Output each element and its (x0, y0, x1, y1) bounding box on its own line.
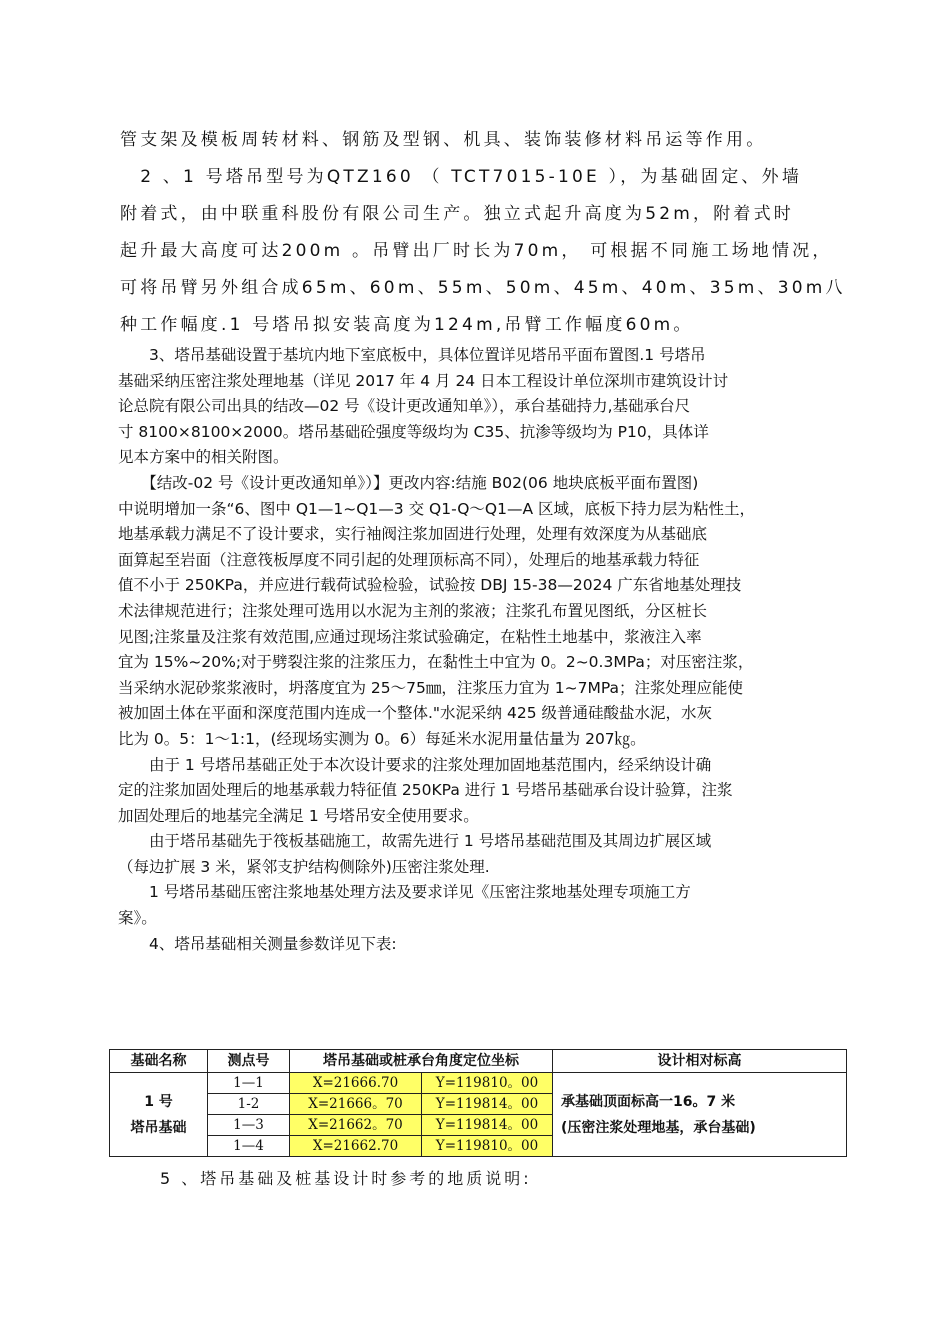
paragraph-tower-crane-model (120, 122, 860, 344)
point-cell: 1—4 (208, 1136, 290, 1157)
text-line: 寸 8100×8100×2000。塔吊基础砼强度等级均为 C35、抗渗等级均为 P10，具体详 (118, 422, 709, 441)
foundation-name-cell (110, 1073, 208, 1157)
text-line: 案》。 (118, 909, 157, 928)
text-line: 基础采纳压密注浆处理地基（详见 2017 年 4 月 24 日本工程设计单位深圳市建筑设计讨 (118, 371, 729, 390)
text-line: 1 号塔吊基础压密注浆地基处理方法及要求详见《压密注浆地基处理专项施工方 (118, 883, 691, 902)
text-line: 论总院有限公司出具的结改—02 号《设计更改通知单》），承台基础持力,基础承台尺 (118, 397, 691, 416)
point-cell: 1—1 (208, 1073, 290, 1094)
table-row (110, 1073, 847, 1094)
survey-parameter-table (109, 1049, 847, 1157)
foundation-name-line: 塔吊基础 (130, 1119, 187, 1136)
text-line: 2 、1 号塔吊型号为QTZ160 （ TCT7015-10E ），为基础固定、外墙 (120, 167, 803, 187)
text-line: 见图;注浆量及注浆有效范围,应通过现场注浆试验确定，在粘性土地基中，浆液注入率 (118, 627, 702, 646)
text-line: 面算起至岩面（注意筏板厚度不同引起的处理顶标高不同），处理后的地基承载力特征 (118, 550, 700, 569)
text-line: 起升最大高度可达200m 。吊臂出厂时长为70m， 可根据不同施工场地情况， (120, 241, 833, 261)
text-line: 【结改-02 号《设计更改通知单》）】更改内容:结施 B02(06 地块底板平面布置图) (118, 473, 699, 492)
text-line: 当采纳水泥砂浆浆液时，坍落度宜为 25～75㎜，注浆压力宜为 1~7MPa；注浆处理应能使 (118, 678, 744, 697)
text-line: 种工作幅度.1 号塔吊拟安装高度为124m,吊臂工作幅度60m。 (120, 315, 694, 335)
text-line: 见本方案中的相关附图。 (118, 448, 289, 467)
text-line: 可将吊臂另外组合成65m、60m、55m、50m、45m、40m、35m、30m八 (120, 278, 846, 298)
text-line: 附着式，由中联重科股份有限公司生产。独立式起升高度为52m，附着式时 (120, 204, 794, 224)
text-line: （每边扩展 3 米，紧邻支护结构侧除外)压密注浆处理. (118, 857, 490, 876)
section-heading-geology: 5 、塔吊基础及桩基设计时参考的地质说明: (160, 1169, 532, 1188)
text-line: 4、塔吊基础相关测量参数详见下表: (118, 934, 397, 953)
elevation-cell (553, 1073, 847, 1157)
header-foundation-name: 基础名称 (110, 1050, 208, 1073)
text-line: 3、塔吊基础设置于基坑内地下室底板中，具体位置详见塔吊平面布置图.1 号塔吊 (118, 346, 706, 364)
x-coordinate-cell: X=21666.70 (290, 1073, 422, 1094)
y-coordinate-cell: Y=119814。00 (422, 1094, 553, 1115)
table-header-row (110, 1050, 847, 1073)
text-line: 被加固土体在平面和深度范围内连成一个整体."水泥采纳 425 级普通硅酸盐水泥，水灰 (118, 704, 712, 723)
x-coordinate-cell: X=21662.70 (290, 1136, 422, 1157)
text-line: 宜为 15%~20%;对于劈裂注浆的注浆压力，在黏性土中宜为 0。2~0.3MPa；对压密注浆， (118, 653, 754, 672)
elevation-line: 承基础顶面标高一16。7 米 (561, 1093, 736, 1110)
elevation-line: (压密注浆处理地基，承台基础) (561, 1119, 756, 1136)
text-line: 中说明增加一条“6、图中 Q1—1~Q1—3 交 Q1-Q～Q1—A 区域，底板下持力层为粘性土， (118, 499, 756, 518)
text-line: 管支架及模板周转材料、钢筋及型钢、机具、装饰装修材料吊运等作用。 (120, 130, 767, 150)
text-line: 定的注浆加固处理后的地基承载力特征值 250KPa 进行 1 号塔吊基础承台设计验算，注浆 (118, 781, 733, 800)
header-elevation: 设计相对标高 (553, 1050, 847, 1073)
foundation-name-line: 1 号 (144, 1093, 173, 1110)
y-coordinate-cell: Y=119810。00 (422, 1136, 553, 1157)
point-cell: 1-2 (208, 1094, 290, 1115)
text-line: 比为 0。5：1～1:1，(经现场实测为 0。6）每延米水泥用量估量为 207㎏。 (118, 729, 646, 748)
point-cell: 1—3 (208, 1115, 290, 1136)
text-line: 加固处理后的地基完全满足 1 号塔吊安全使用要求。 (118, 806, 479, 825)
text-line: 由于塔吊基础先于筏板基础施工，故需先进行 1 号塔吊基础范围及其周边扩展区域 (118, 832, 712, 851)
text-line: 地基承载力满足不了设计要求，实行袖阀注浆加固进行处理，处理有效深度为从基础底 (118, 525, 708, 544)
text-line: 术法律规范进行；注浆处理可选用以水泥为主剂的浆液；注浆孔布置见图纸，分区桩长 (118, 601, 708, 620)
x-coordinate-cell: X=21666。70 (290, 1094, 422, 1115)
header-coordinates: 塔吊基础或桩承台角度定位坐标 (290, 1050, 553, 1073)
text-line: 由于 1 号塔吊基础正处于本次设计要求的注浆处理加固地基范围内，经采纳设计确 (118, 755, 712, 774)
y-coordinate-cell: Y=119814。00 (422, 1115, 553, 1136)
paragraph-foundation-description (118, 343, 863, 957)
header-point-number: 测点号 (208, 1050, 290, 1073)
y-coordinate-cell: Y=119810。00 (422, 1073, 553, 1094)
x-coordinate-cell: X=21662。70 (290, 1115, 422, 1136)
text-line: 值不小于 250KPa，并应进行载荷试验检验，试验按 DBJ 15-38—2024 广东省地基处理技 (118, 576, 742, 595)
